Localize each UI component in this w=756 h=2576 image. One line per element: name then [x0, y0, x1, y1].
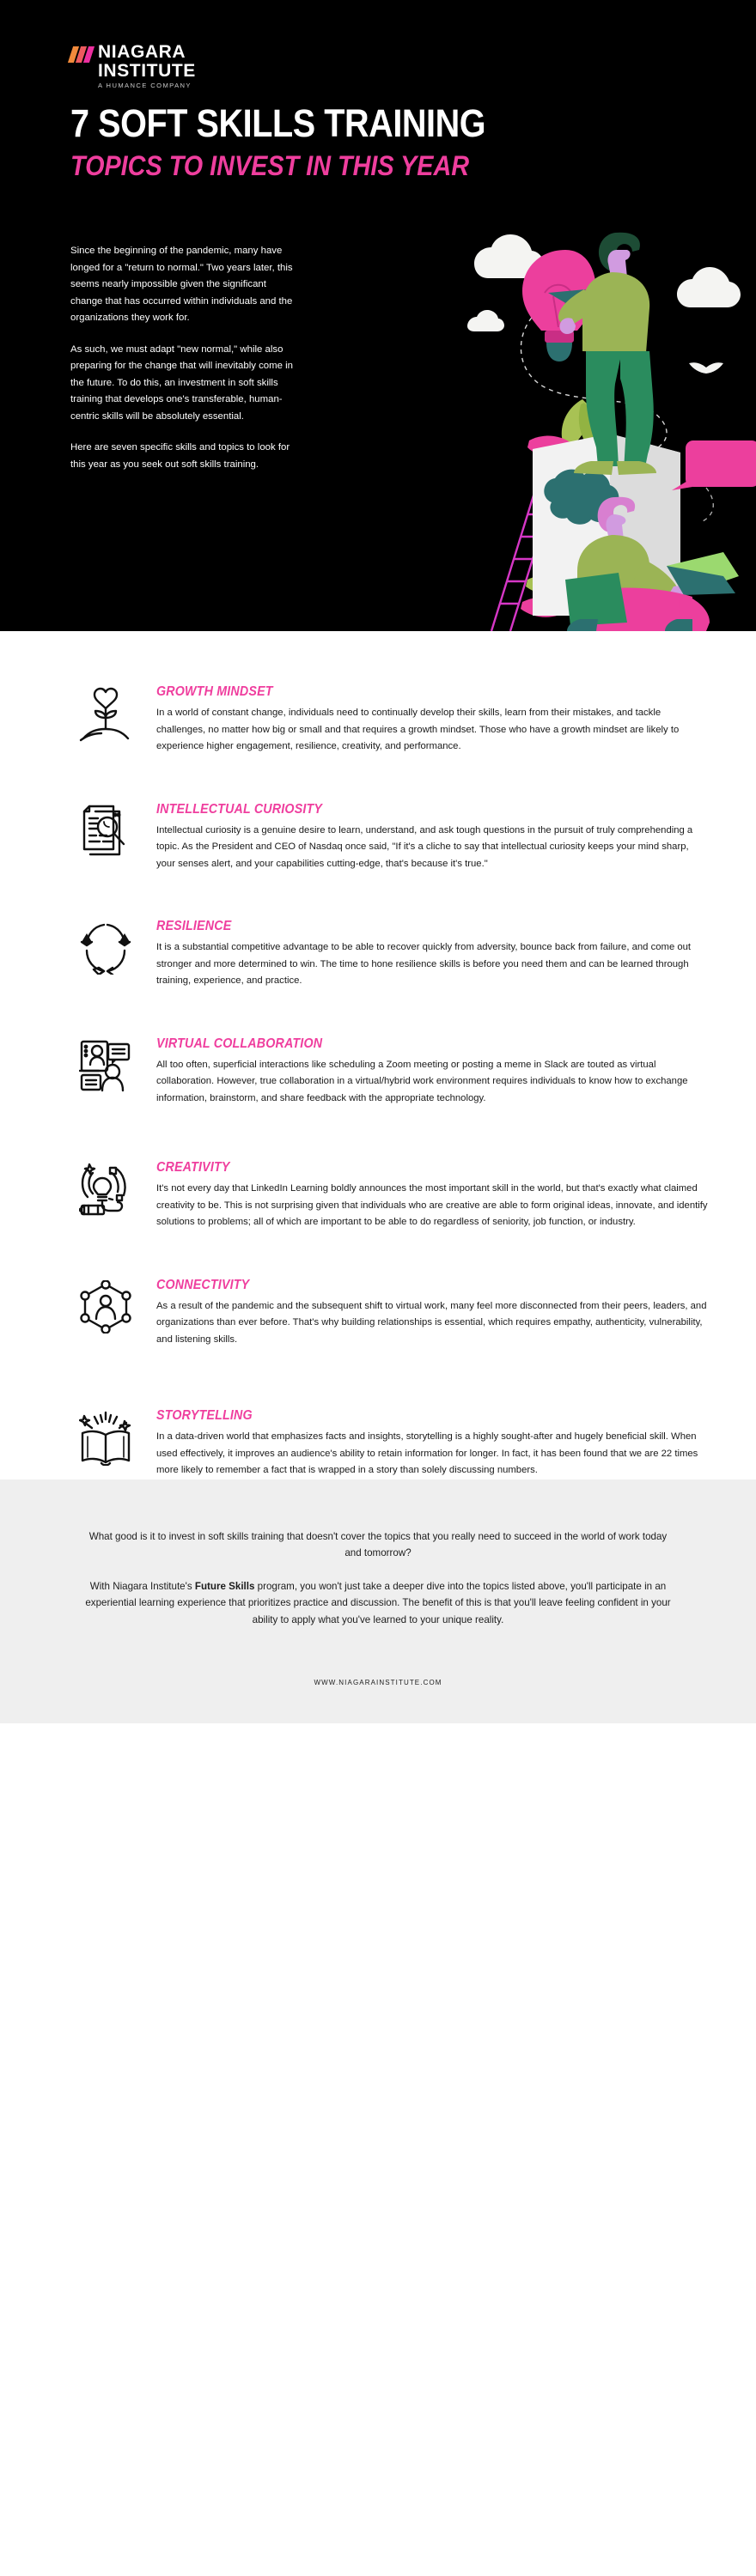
hero-intro-copy: [70, 243, 300, 473]
skill-item-connectivity: [0, 1278, 756, 1349]
skill-body: In a data-driven world that emphasizes facts and insights, storytelling is a highly sought-after and hugely beneficial skill. When used effectively, it improves an audience's ability to retain information for longer. In fact, it has been found that we are 22 times more likely to remember a fact that is wrapped in a story than solely discussing numbers.: [156, 1431, 698, 1475]
skill-item-storytelling: [0, 1408, 756, 1479]
logo-tagline: A HUMANCE COMPANY: [98, 82, 192, 89]
skill-item-creativity: [0, 1160, 756, 1231]
logo-wordmark: [98, 43, 196, 89]
skill-title: CONNECTIVITY: [156, 1277, 250, 1292]
video-call-screen-icon: [72, 1039, 139, 1108]
hero-section: [0, 0, 756, 631]
page-subtitle: TOPICS TO INVEST IN THIS YEAR: [70, 150, 470, 181]
recycle-arrows-icon: [72, 921, 139, 990]
logo-slant-bars-icon: [70, 46, 92, 63]
lightbulb-pencil-icon: [72, 1163, 139, 1231]
dashed-line-small: [703, 488, 713, 521]
page-title: 7 SOFT SKILLS TRAINING: [70, 101, 486, 145]
skill-title: STORYTELLING: [156, 1408, 253, 1423]
skill-title: RESILIENCE: [156, 919, 232, 933]
hero-paragraph-3: Here are seven specific skills and topics to look for this year as you seek out soft skills training.: [70, 442, 290, 470]
skill-body: All too often, superficial interactions like scheduling a Zoom meeting or posting a meme in Slack are touted as virtual collaboration. However, true collaboration in a virtual/hybrid work environment requires individuals to know how to exchange information, brainstorm, and share feedback with the appropriate technology.: [156, 1059, 688, 1103]
skill-body: As a result of the pandemic and the subsequent shift to virtual work, many feel more disconnected from their peers, leaders, and organizations than ever before. That's why building relationships is essential, which requires empathy, authenticity, vulnerability, and listening skills.: [156, 1300, 707, 1345]
skill-item-virtual-collaboration: [0, 1036, 756, 1108]
open-book-sparkle-icon: [72, 1411, 139, 1479]
skill-item-resilience: [0, 919, 756, 990]
speech-bubble-shape: [672, 440, 756, 490]
skill-body: In a world of constant change, individuals need to continually develop their skills, learn from their mistakes, and tackle challenges, no matter how big or small and that requires a growth mindset. Those who have a growth mindset are likely to experience higher engagement, resilience, creativity, and performance.: [156, 708, 680, 751]
niagara-institute-logo: [70, 43, 196, 89]
skill-title: GROWTH MINDSET: [156, 684, 273, 699]
footer-section: [0, 1479, 756, 1724]
footer-paragraph-1: What good is it to invest in soft skills training that doesn't cover the topics that you really need to succeed in the world of work today and tomorrow?: [88, 1530, 668, 1558]
network-person-nodes-icon: [72, 1280, 139, 1349]
skill-body: It's not every day that LinkedIn Learning boldly announces the most important skill in the world, but that's exactly what claimed creativity to be. This is not surprising given that individuals who are creative are able to form original ideas, innovate, and identify solutions to problems; all of which are important to be able to do regardless of seniority, job function, or industry.: [156, 1183, 708, 1227]
skill-body: Intellectual curiosity is a genuine desire to learn, understand, and ask tough questions in the pursuit of truly comprehending a topic. As the President and CEO of Nasdaq once said, "If it's a cliche to say that intellectual curiosity keeps your mind sharp, your senses alert, and your capabilities cutting-edge, that's because it's true.": [156, 824, 693, 869]
skill-title: INTELLECTUAL CURIOSITY: [156, 801, 323, 817]
footer-paragraph-2: [82, 1578, 674, 1629]
document-magnifier-icon: [72, 805, 139, 873]
footer-p2-after: program, you won't just take a deeper dive into the topics listed above, you'll participate in an experiential learning experience that prioritizes practice and discussion. The benefit of this is that you'll leave feeling confident in your ability to apply what you've learned to your unique reality.: [85, 1580, 671, 1625]
hero-paragraph-1: Since the beginning of the pandemic, many have longed for a "return to normal." Two years later, this seems nearly impossible given the significant change that has occurred within individuals and the organizations they work for.: [70, 246, 293, 323]
logo-line-niagara: NIAGARA: [98, 42, 186, 62]
hero-paragraph-2: As such, we must adapt "new normal," while also preparing for the change that will inevitably come in the future. To do this, an investment in soft skills training that develops one's transferable, human-centric skills will be absolutely essential.: [70, 343, 293, 422]
skill-item-growth-mindset: [0, 684, 756, 756]
logo-line-institute: INSTITUTE: [98, 61, 196, 81]
footer-program-name: Future Skills: [194, 1580, 255, 1592]
footer-p2-before: With Niagara Institute's: [89, 1580, 195, 1592]
skill-body: It is a substantial competitive advantage to be able to recover quickly from adversity, bounce back from failure, and come out stronger and more determined to win. The time to hone resilience skills is before you need them and can be learned through training, experience, and practice.: [156, 942, 692, 986]
skill-item-intellectual-curiosity: [0, 802, 756, 873]
skills-list-section: [0, 631, 756, 1479]
footer-website-link[interactable]: WWW.NIAGARAINSTITUTE.COM: [314, 1679, 442, 1686]
heart-plant-in-hand-icon: [72, 687, 139, 756]
skill-title: VIRTUAL COLLABORATION: [156, 1036, 323, 1051]
hero-illustration: [455, 219, 756, 631]
skill-title: CREATIVITY: [156, 1160, 230, 1175]
